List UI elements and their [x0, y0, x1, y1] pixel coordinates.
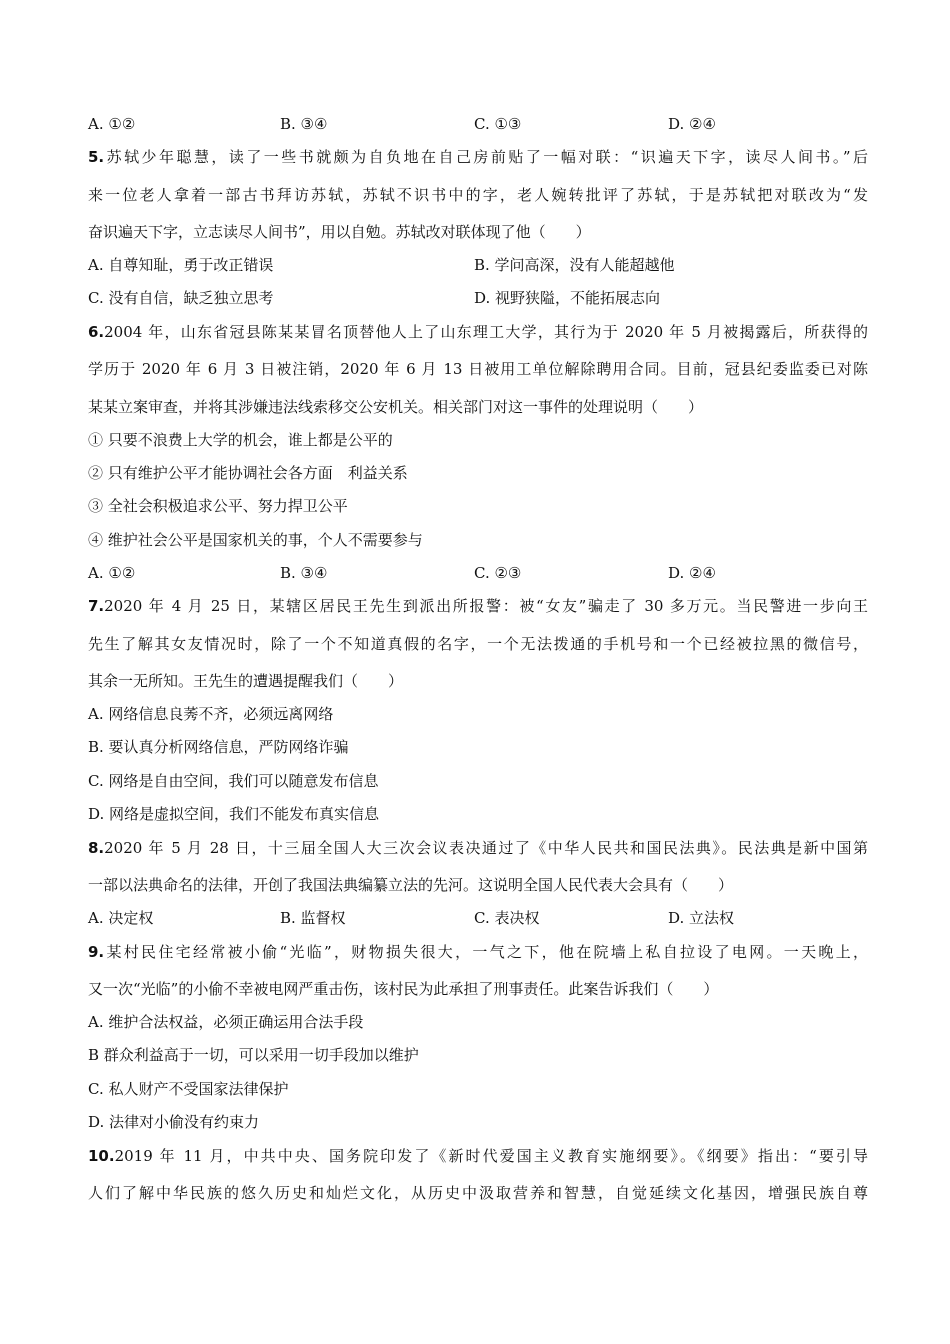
- q5-option-a[interactable]: A. 自尊知耻，勇于改正错误: [88, 256, 274, 274]
- q5-option-b[interactable]: B. 学问高深，没有人能超越他: [474, 256, 675, 274]
- q9-line-1: [88, 942, 868, 962]
- q6-option-b[interactable]: B. ③④: [280, 564, 328, 582]
- q10-number: 10.: [88, 1147, 115, 1165]
- q7-option-d[interactable]: D. 网络是虚拟空间，我们不能发布真实信息: [88, 805, 380, 823]
- q8-text-1: 2020 年 5 月 28 日，十三届全国人大三次会议表决通过了《中华人民共和国民法典》。民法典是新中国第: [104, 839, 868, 857]
- q5-line-3: 奋识遍天下字，立志读尽人间书”，用以自勉。苏轼改对联体现了他（ ）: [88, 223, 591, 241]
- q6-line-2: 学历于 2020 年 6 月 3 日被注销，2020 年 6 月 13 日被用工单位解除聘用合同。目前，冠县纪委监委已对陈: [88, 360, 868, 378]
- q6-number: 6.: [88, 323, 105, 341]
- q10-text-1: 2019 年 11 月，中共中央、国务院印发了《新时代爱国主义教育实施纲要》。《纲要》指出：“要引导: [114, 1147, 868, 1165]
- q6-option-a[interactable]: A. ①②: [88, 564, 136, 582]
- q6-text-1: 2004 年，山东省冠县陈某某冒名顶替他人上了山东理工大学，其行为于 2020 年 5 月被揭露后，所获得的: [104, 323, 868, 341]
- q8-line-2: 一部以法典命名的法律，开创了我国法典编纂立法的先河。这说明全国人民代表大会具有（ ）: [88, 876, 734, 894]
- q10-line-2: 人们了解中华民族的悠久历史和灿烂文化，从历史中汲取营养和智慧，自觉延续文化基因，增强民族自尊: [88, 1184, 868, 1202]
- q9-option-b[interactable]: B 群众利益高于一切，可以采用一切手段加以维护: [88, 1046, 419, 1064]
- q8-option-c[interactable]: C. 表决权: [474, 909, 540, 927]
- q6-item-1: ① 只要不浪费上大学的机会，谁上都是公平的: [88, 431, 393, 449]
- q9-number: 9.: [88, 943, 105, 961]
- q6-option-d[interactable]: D. ②④: [668, 564, 716, 582]
- q7-line-2: 先生了解其女友情况时，除了一个不知道真假的名字，一个无法拨通的手机号和一个已经被拉黑的微信号，: [88, 635, 868, 653]
- q5-options-row-1: [88, 255, 868, 275]
- q4-option-c[interactable]: C. ①③: [474, 115, 522, 133]
- q5-option-d[interactable]: D. 视野狭隘，不能拓展志向: [474, 289, 661, 307]
- q9-option-c[interactable]: C. 私人财产不受国家法律保护: [88, 1080, 289, 1098]
- q8-options: [88, 908, 868, 928]
- q4-option-d[interactable]: D. ②④: [668, 115, 716, 133]
- q6-item-4: ④ 维护社会公平是国家机关的事，个人不需要参与: [88, 531, 423, 549]
- q7-line-3: 其余一无所知。王先生的遭遇提醒我们（ ）: [88, 672, 404, 690]
- q5-number: 5.: [88, 148, 105, 166]
- q6-item-3: ③ 全社会积极追求公平、努力捍卫公平: [88, 497, 348, 515]
- q4-option-b[interactable]: B. ③④: [280, 115, 328, 133]
- q6-line-3: 某某立案审查，并将其涉嫌违法线索移交公安机关。相关部门对这一事件的处理说明（ ）: [88, 398, 704, 416]
- q5-options-row-2: [88, 288, 868, 308]
- q8-line-1: [88, 838, 868, 858]
- q9-line-2: 又一次“光临”的小偷不幸被电网严重击伤，该村民为此承担了刑事责任。此案告诉我们（ ）: [88, 980, 719, 998]
- q10-line-1: [88, 1146, 868, 1166]
- q6-line-1: [88, 322, 868, 342]
- q8-number: 8.: [88, 839, 105, 857]
- q9-option-a[interactable]: A. 维护合法权益，必须正确运用合法手段: [88, 1013, 364, 1031]
- q5-line-2: 来一位老人拿着一部古书拜访苏轼，苏轼不识书中的字，老人婉转批评了苏轼，于是苏轼把对联改为“发: [88, 186, 868, 204]
- q8-option-b[interactable]: B. 监督权: [280, 909, 346, 927]
- q6-options: [88, 563, 868, 583]
- q6-option-c[interactable]: C. ②③: [474, 564, 522, 582]
- q5-option-c[interactable]: C. 没有自信，缺乏独立思考: [88, 289, 274, 307]
- q9-option-d[interactable]: D. 法律对小偷没有约束力: [88, 1113, 260, 1131]
- q8-option-a[interactable]: A. 决定权: [88, 909, 154, 927]
- q7-number: 7.: [88, 597, 105, 615]
- q4-option-a[interactable]: A. ①②: [88, 115, 136, 133]
- q5-text-1: 苏轼少年聪慧，读了一些书就颇为自负地在自己房前贴了一幅对联：“识遍天下字，读尽人间书。”后: [104, 148, 868, 166]
- q9-text-1: 某村民住宅经常被小偷“光临”，财物损失很大，一气之下，他在院墙上私自拉设了电网。一天晚上，: [104, 943, 868, 961]
- q7-option-c[interactable]: C. 网络是自由空间，我们可以随意发布信息: [88, 772, 379, 790]
- q8-option-d[interactable]: D. 立法权: [668, 909, 735, 927]
- q4-options: [88, 114, 868, 134]
- q5-line-1: [88, 147, 868, 167]
- q7-option-a[interactable]: A. 网络信息良莠不齐，必须远离网络: [88, 705, 334, 723]
- q7-option-b[interactable]: B. 要认真分析网络信息，严防网络诈骗: [88, 738, 349, 756]
- q7-text-1: 2020 年 4 月 25 日，某辖区居民王先生到派出所报警：被“女友”骗走了 30 多万元。当民警进一步向王: [104, 597, 868, 615]
- q6-item-2: ② 只有维护公平才能协调社会各方面 利益关系: [88, 464, 408, 482]
- q7-line-1: [88, 596, 868, 616]
